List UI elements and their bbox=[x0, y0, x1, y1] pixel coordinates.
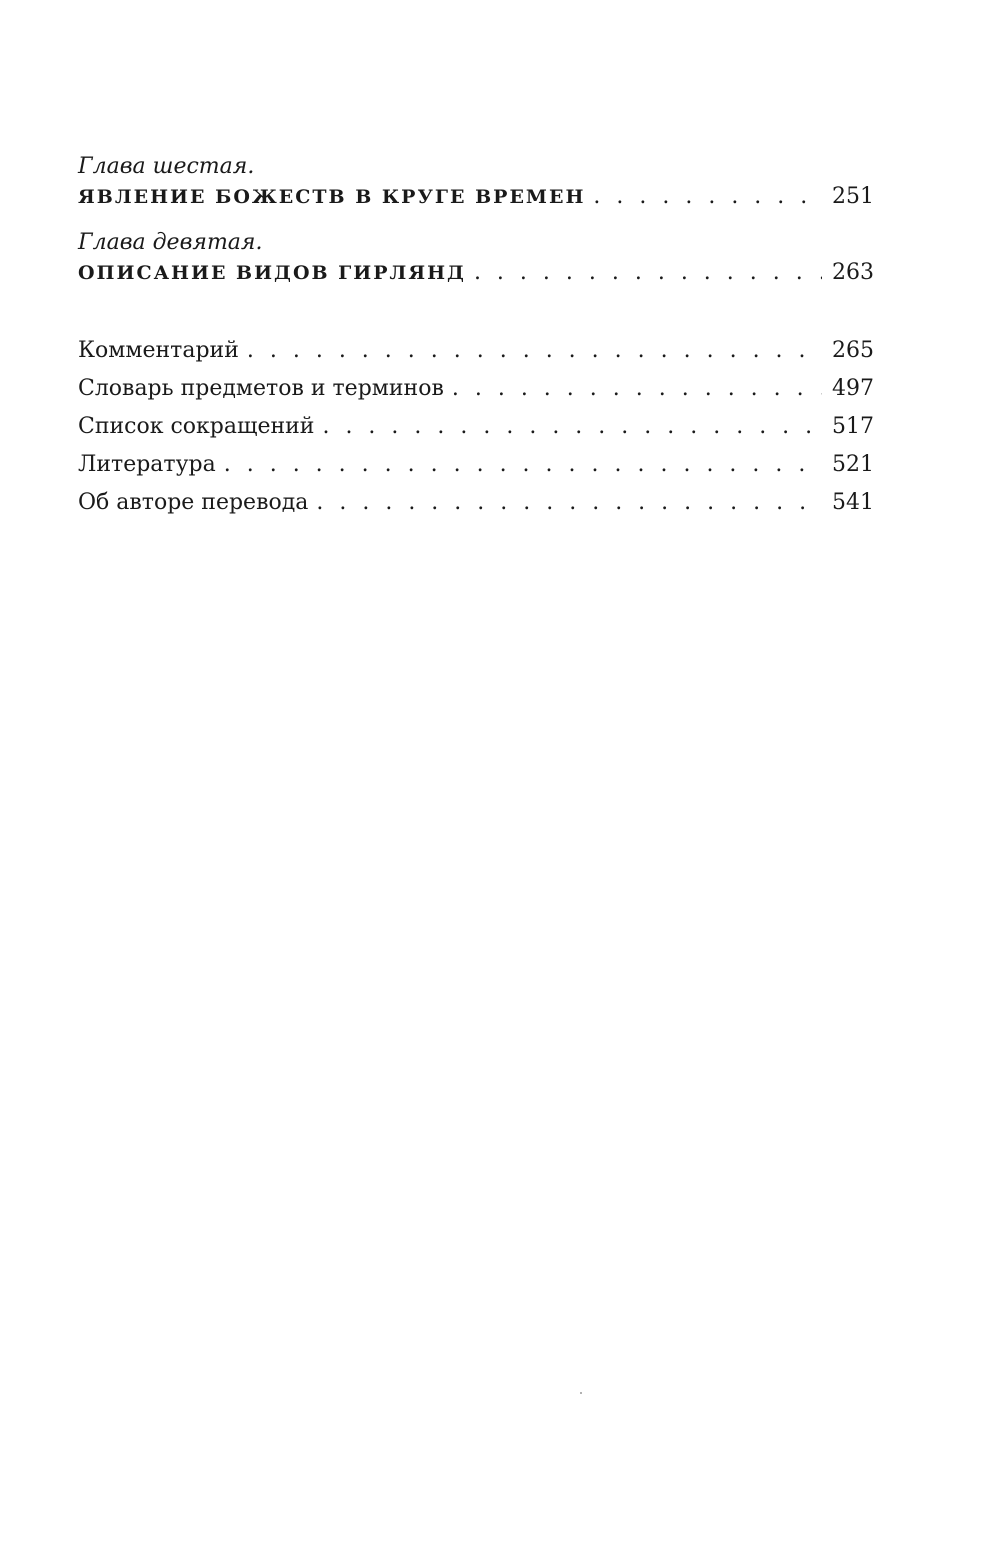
toc-row bbox=[78, 370, 874, 408]
entry-title: Словарь предметов и терминов bbox=[78, 376, 444, 401]
dot-leader bbox=[314, 408, 822, 446]
entry-title: Комментарий bbox=[78, 338, 239, 363]
toc-row bbox=[78, 446, 874, 484]
print-speck bbox=[580, 1392, 582, 1394]
toc-row bbox=[78, 258, 874, 288]
page-number: 265 bbox=[832, 338, 874, 363]
chapter-label: Глава девятая. bbox=[78, 230, 263, 255]
entry-title: Об авторе перевода bbox=[78, 490, 309, 515]
chapter-label: Глава шестая. bbox=[78, 154, 255, 179]
page-number: 251 bbox=[832, 184, 874, 209]
toc-row bbox=[78, 182, 874, 212]
dot-leader bbox=[216, 446, 822, 484]
toc-chapter-6 bbox=[78, 152, 874, 212]
chapter-title: ОПИСАНИЕ ВИДОВ ГИРЛЯНД bbox=[78, 262, 466, 284]
page-number: 497 bbox=[832, 376, 874, 401]
chapter-title: ЯВЛЕНИЕ БОЖЕСТВ В КРУГЕ ВРЕМЕН bbox=[78, 186, 586, 208]
page-number: 263 bbox=[832, 260, 874, 285]
toc-row bbox=[78, 484, 874, 522]
dot-leader bbox=[444, 370, 822, 408]
dot-leader bbox=[308, 484, 822, 522]
dot-leader bbox=[585, 182, 822, 212]
page-number: 517 bbox=[832, 414, 874, 439]
entry-title: Литература bbox=[78, 452, 216, 477]
page-number: 541 bbox=[832, 490, 874, 515]
toc-row bbox=[78, 332, 874, 370]
toc-back-matter bbox=[78, 332, 874, 522]
dot-leader bbox=[466, 258, 822, 288]
page-number: 521 bbox=[832, 452, 874, 477]
toc-row bbox=[78, 408, 874, 446]
entry-title: Список сокращений bbox=[78, 414, 315, 439]
dot-leader bbox=[239, 332, 822, 370]
toc-chapter-9 bbox=[78, 228, 874, 288]
